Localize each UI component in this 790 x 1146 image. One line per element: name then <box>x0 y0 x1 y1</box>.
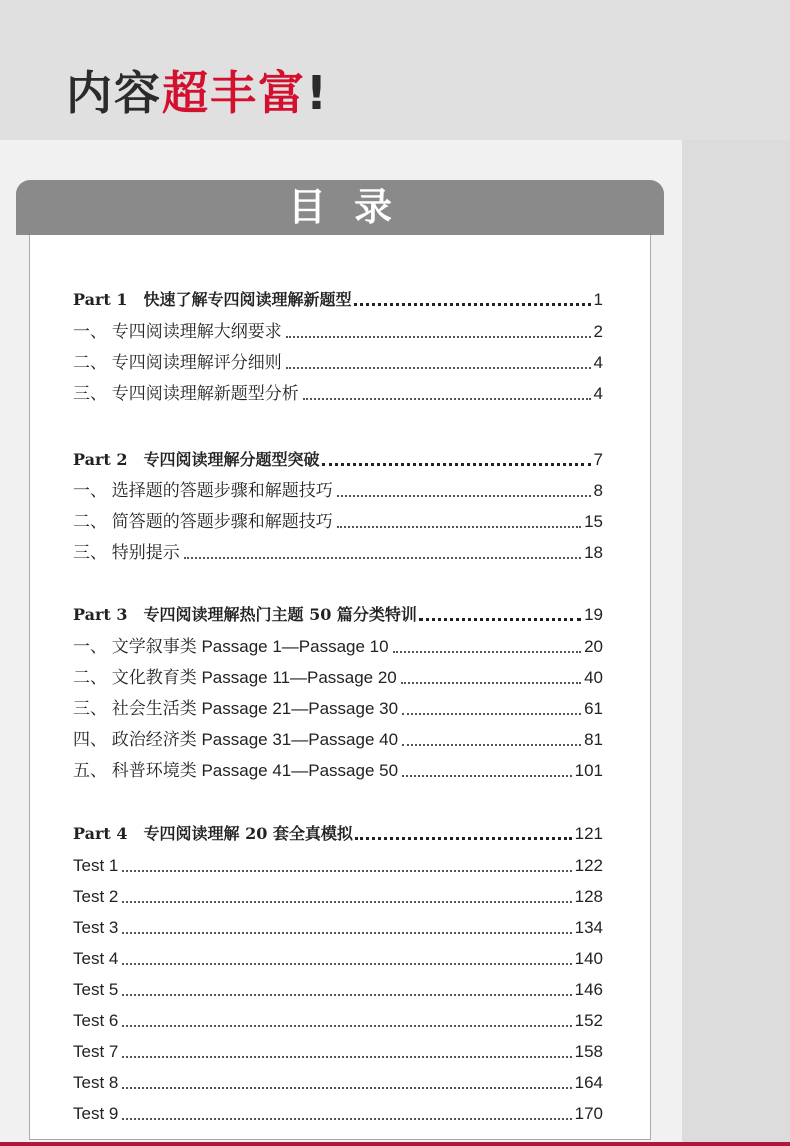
toc-entry[interactable] <box>73 1100 603 1126</box>
toc-entry[interactable] <box>73 945 603 971</box>
headline-suffix: ! <box>306 66 329 120</box>
toc-page-number: 122 <box>574 856 603 875</box>
toc-entry[interactable] <box>73 757 603 783</box>
headline-accent: 超丰富 <box>162 66 306 120</box>
toc-page-number: 152 <box>574 1011 603 1030</box>
dot-leader <box>402 744 581 746</box>
toc-entry-title: 二、 简答题的答题步骤和解题技巧 <box>73 512 333 531</box>
toc-entry-title: 三、 社会生活类 Passage 21—Passage 30 <box>73 699 399 718</box>
toc-page-number: 4 <box>593 384 603 403</box>
toc-entry[interactable] <box>73 695 603 721</box>
toc-entry[interactable] <box>73 349 603 375</box>
toc-entry[interactable] <box>73 477 603 503</box>
toc-entry[interactable] <box>73 318 603 344</box>
toc-entry-title: 三、 专四阅读理解新题型分析 <box>73 384 299 403</box>
toc-page-number: 19 <box>584 605 603 624</box>
toc-entry-title: 一、 文学叙事类 Passage 1—Passage 10 <box>73 637 389 656</box>
toc-entry-title: Test 4 <box>73 949 119 968</box>
toc-entry-title: Test 9 <box>73 1104 119 1123</box>
toc-page-number: 128 <box>574 887 603 906</box>
dot-leader <box>286 336 591 338</box>
headline <box>66 58 329 128</box>
toc-page-number: 158 <box>574 1042 603 1061</box>
toc-page-number: 61 <box>584 699 603 718</box>
dot-leader <box>122 1056 571 1058</box>
toc-page-number: 2 <box>593 322 603 341</box>
bottom-rule <box>0 1142 790 1146</box>
toc-entry-title: Part 1 快速了解专四阅读理解新题型 <box>73 290 352 309</box>
toc-page-number: 121 <box>574 824 603 843</box>
dot-leader <box>286 367 591 369</box>
dot-leader <box>122 994 571 996</box>
toc-entry[interactable] <box>73 976 603 1002</box>
headline-prefix: 内容 <box>66 66 162 120</box>
toc-entry-title: Part 4 专四阅读理解 20 套全真模拟 <box>73 824 353 843</box>
toc-page-number: 170 <box>574 1104 603 1123</box>
dot-leader <box>122 901 571 903</box>
toc-entry-title: Test 1 <box>73 856 119 875</box>
toc-entry[interactable] <box>73 726 603 752</box>
toc-page-number: 15 <box>584 512 603 531</box>
dot-leader <box>122 870 571 872</box>
toc-entry-title: Test 7 <box>73 1042 119 1061</box>
dot-leader <box>122 1025 571 1027</box>
right-margin-strip <box>682 140 790 1146</box>
toc-entry-title: 四、 政治经济类 Passage 31—Passage 40 <box>73 730 399 749</box>
toc-entry-title: Test 3 <box>73 918 119 937</box>
toc-entry[interactable] <box>73 664 603 690</box>
toc-page-number: 101 <box>574 761 603 780</box>
dot-leader <box>354 303 591 306</box>
dot-leader <box>322 463 591 466</box>
toc-page-number: 164 <box>574 1073 603 1092</box>
toc-title: 目录 <box>287 185 420 229</box>
dot-leader <box>401 682 581 684</box>
toc-entry[interactable] <box>73 508 603 534</box>
toc-page-number: 7 <box>593 450 603 469</box>
toc-page-number: 140 <box>574 949 603 968</box>
toc-entry-title: Test 8 <box>73 1073 119 1092</box>
toc-entry-title: Part 2 专四阅读理解分题型突破 <box>73 450 320 469</box>
dot-leader <box>337 495 591 497</box>
toc-page-number: 81 <box>584 730 603 749</box>
toc-entry[interactable] <box>73 1007 603 1033</box>
toc-entry[interactable] <box>73 883 603 909</box>
toc-page-number: 146 <box>574 980 603 999</box>
toc-entry-title: 五、 科普环境类 Passage 41—Passage 50 <box>73 761 399 780</box>
toc-entry-title: 一、 选择题的答题步骤和解题技巧 <box>73 481 333 500</box>
dot-leader <box>402 775 572 777</box>
dot-leader <box>122 932 571 934</box>
toc-entry[interactable] <box>73 1069 603 1095</box>
toc-page-number: 1 <box>593 290 603 309</box>
dot-leader <box>122 1087 571 1089</box>
toc-entry-title: Test 6 <box>73 1011 119 1030</box>
dot-leader <box>122 1118 571 1120</box>
toc-page-number: 18 <box>584 543 603 562</box>
dot-leader <box>184 557 581 559</box>
toc-part-heading[interactable] <box>73 446 603 472</box>
toc-header-tab <box>16 180 664 235</box>
toc-entry-title: 二、 文化教育类 Passage 11—Passage 20 <box>73 668 397 687</box>
toc-entry-title: Test 2 <box>73 887 119 906</box>
toc-page-number: 20 <box>584 637 603 656</box>
toc-part-heading[interactable] <box>73 601 603 627</box>
toc-entry[interactable] <box>73 380 603 406</box>
dot-leader <box>402 713 581 715</box>
toc-entry[interactable] <box>73 1038 603 1064</box>
toc-page-number: 134 <box>574 918 603 937</box>
toc-entry-title: 一、 专四阅读理解大纲要求 <box>73 322 282 341</box>
dot-leader <box>122 963 571 965</box>
toc-page-number: 8 <box>593 481 603 500</box>
toc-entry-title: 二、 专四阅读理解评分细则 <box>73 353 282 372</box>
toc-part-heading[interactable] <box>73 820 603 846</box>
toc-entry-title: Part 3 专四阅读理解热门主题 50 篇分类特训 <box>73 605 417 624</box>
toc-entry[interactable] <box>73 633 603 659</box>
dot-leader <box>393 651 582 653</box>
toc-page-number: 4 <box>593 353 603 372</box>
toc-entry[interactable] <box>73 914 603 940</box>
dot-leader <box>355 837 572 840</box>
dot-leader <box>337 526 581 528</box>
toc-entry[interactable] <box>73 539 603 565</box>
dot-leader <box>303 398 591 400</box>
dot-leader <box>419 618 581 621</box>
toc-part-heading[interactable] <box>73 286 603 312</box>
toc-entry-title: Test 5 <box>73 980 119 999</box>
toc-entry-title: 三、 特别提示 <box>73 543 180 562</box>
toc-entry[interactable] <box>73 852 603 878</box>
toc-page-number: 40 <box>584 668 603 687</box>
